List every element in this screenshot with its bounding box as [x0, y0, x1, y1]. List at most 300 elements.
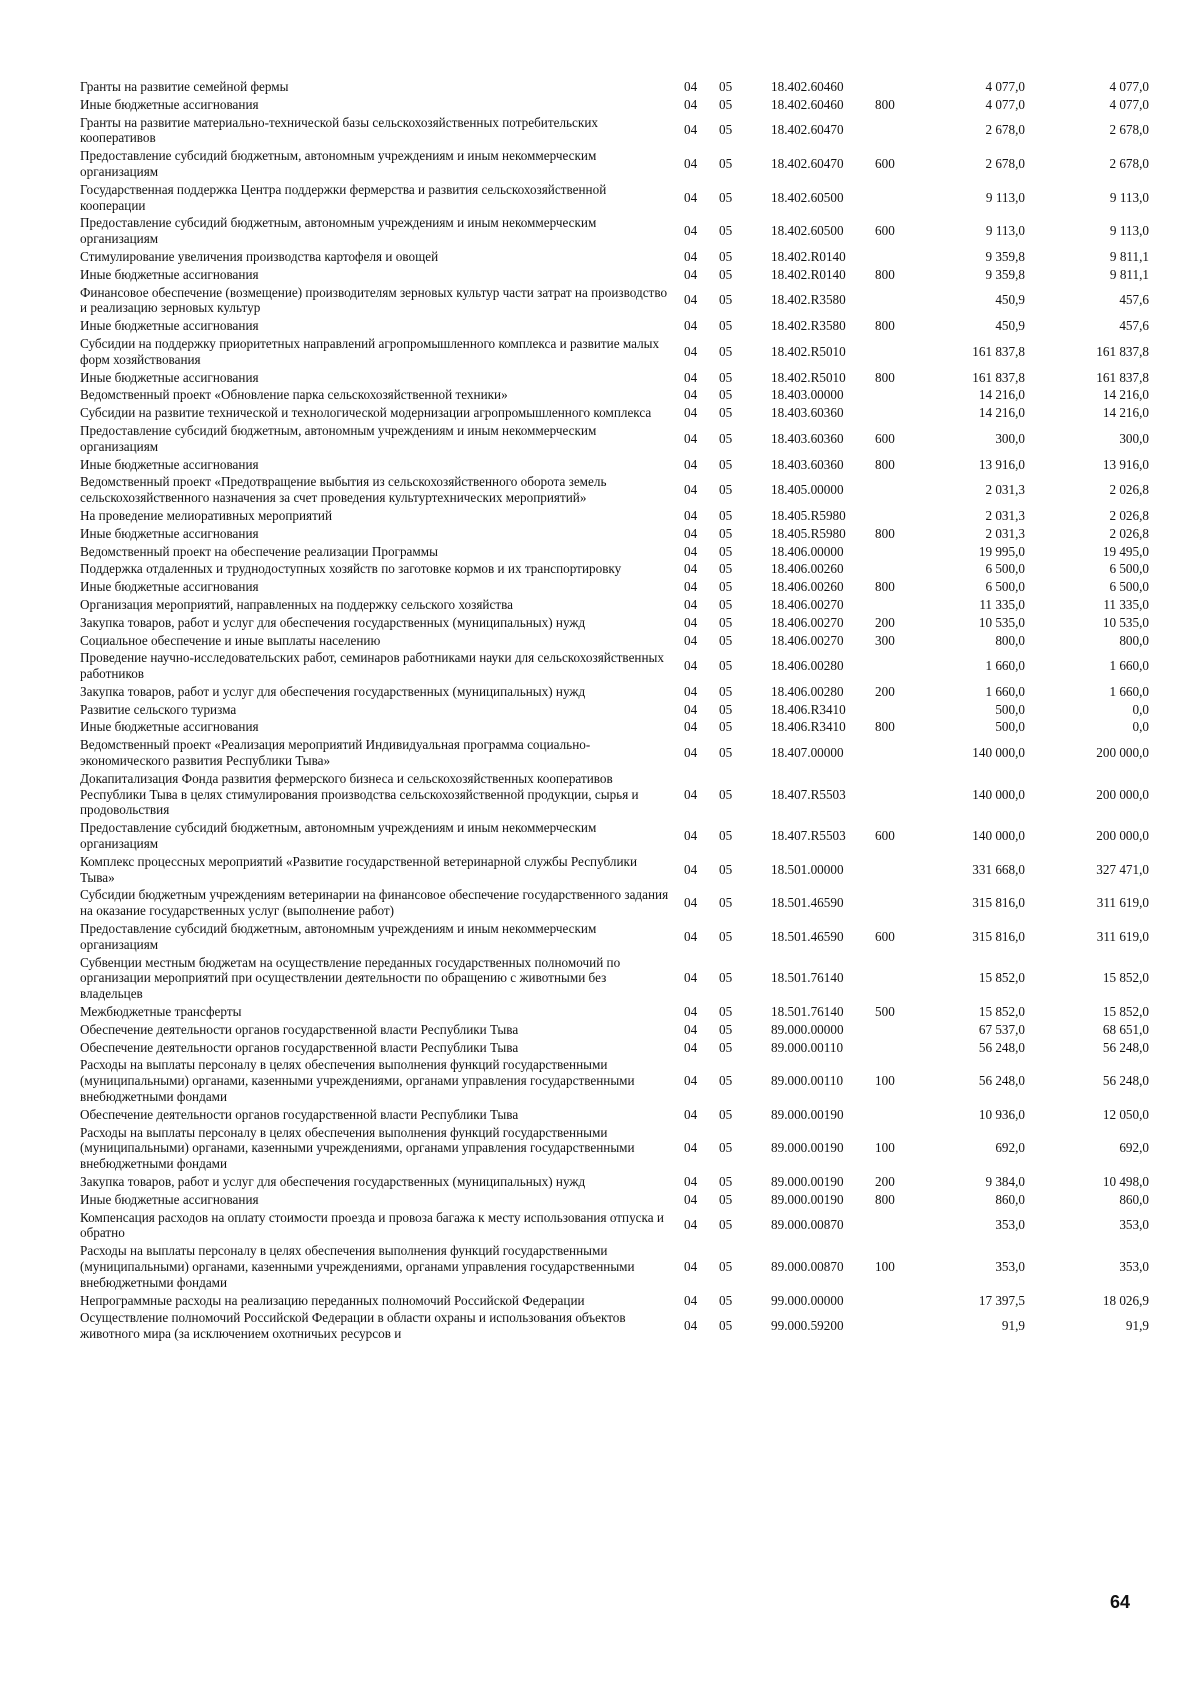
subsection-code-cell: 05	[719, 79, 733, 94]
section-code-cell: 04	[684, 561, 698, 577]
target-article-cell: 18.402.60470	[771, 122, 844, 138]
target-article-cell: 18.402.R3580	[771, 292, 846, 308]
subsection-code-cell: 05	[719, 387, 733, 403]
amount-year1-cell: 500,0	[995, 719, 1025, 735]
target-article-cell: 18.406.00270	[771, 632, 844, 648]
section-code-cell: 04	[684, 543, 698, 559]
row-name-cell: На проведение мелиоративных мероприятий	[80, 507, 333, 523]
target-article-cell: 99.000.59200	[771, 1318, 844, 1334]
amount-year1-cell: 56 248,0	[978, 1039, 1025, 1055]
section-code-cell: 04	[684, 525, 698, 541]
amount-year2-cell: 2 678,0	[1109, 156, 1149, 172]
target-article-cell: 18.402.60500	[771, 223, 844, 239]
row-name-cell: Субвенции местным бюджетам на осуществление переданных государственных полномочий по организации мероприятий при осуществлении деятельности по обращению с животными без владельцев	[80, 954, 621, 1002]
row-name-cell: Обеспечение деятельности органов государственной власти Республики Тыва	[80, 1039, 519, 1055]
subsection-code-cell: 05	[719, 928, 733, 944]
target-article-cell: 89.000.00870	[771, 1258, 844, 1274]
section-code-cell: 04	[684, 632, 698, 648]
expense-type-cell	[875, 386, 920, 404]
amount-year1-cell: 331 668,0	[972, 861, 1025, 877]
table-row	[80, 284, 1149, 318]
amount-year2-cell: 327 471,0	[1096, 861, 1149, 877]
expense-type-cell	[875, 543, 920, 561]
expense-type-cell: 200	[875, 683, 895, 699]
amount-year2-cell: 200 000,0	[1096, 828, 1149, 844]
target-article-cell: 18.405.R5980	[771, 507, 846, 523]
amount-year2-cell: 15 852,0	[1102, 970, 1149, 986]
amount-year1-cell: 10 535,0	[978, 614, 1025, 630]
target-article-cell: 18.402.R0140	[771, 266, 846, 282]
subsection-code-cell: 05	[719, 456, 733, 472]
subsection-code-cell: 05	[719, 561, 733, 577]
section-code-cell: 04	[684, 828, 698, 844]
row-name-cell: Проведение научно-исследовательских работ, семинаров работниками науки для сельскохозяйственных работников	[80, 650, 665, 682]
section-code-cell: 04	[684, 895, 698, 911]
section-code-cell: 04	[684, 387, 698, 403]
table-row	[80, 335, 1149, 369]
amount-year2-cell: 68 651,0	[1102, 1021, 1149, 1037]
expense-type-cell: 800	[875, 719, 895, 735]
subsection-code-cell: 05	[719, 266, 733, 282]
section-code-cell: 04	[684, 1191, 698, 1207]
amount-year2-cell: 11 335,0	[1103, 596, 1149, 612]
table-row	[80, 1021, 1149, 1039]
section-code-cell: 04	[684, 292, 698, 308]
table-row	[80, 1209, 1149, 1243]
amount-year2-cell: 161 837,8	[1096, 343, 1149, 359]
target-article-cell: 89.000.00110	[771, 1039, 844, 1055]
table-row	[80, 853, 1149, 887]
row-name-cell: Предоставление субсидий бюджетным, автономным учреждениям и иным некоммерческим организациям	[80, 215, 597, 247]
page-number: 64	[1110, 1592, 1131, 1612]
expense-type-cell: 600	[875, 430, 895, 446]
table-row	[80, 386, 1149, 404]
budget-document-page	[80, 78, 1149, 1343]
table-row	[80, 683, 1149, 701]
target-article-cell: 18.406.00000	[771, 543, 844, 559]
row-name-cell: Компенсация расходов на оплату стоимости проезда и провоза багажа к месту использования отпуска и обратно	[80, 1209, 664, 1241]
subsection-code-cell: 05	[719, 614, 733, 630]
row-name-cell: Расходы на выплаты персоналу в целях обеспечения выполнения функций государственными (муниципальными) органами, казенными учреждениями, органами управления государственными внебюджетными фондами	[80, 1243, 635, 1290]
amount-year2-cell: 800,0	[1119, 632, 1149, 648]
table-row	[80, 507, 1149, 525]
table-row	[80, 1003, 1149, 1021]
section-code-cell: 04	[684, 122, 698, 138]
expense-type-cell: 600	[875, 928, 895, 944]
amount-year1-cell: 161 837,8	[972, 343, 1025, 359]
subsection-code-cell: 05	[719, 482, 733, 498]
subsection-code-cell: 05	[719, 369, 733, 385]
amount-year2-cell: 1 660,0	[1109, 658, 1149, 674]
table-row	[80, 181, 1149, 215]
expense-type-cell	[875, 335, 920, 369]
expense-type-cell	[875, 181, 920, 215]
row-name-cell: Докапитализация Фонда развития фермерского бизнеса и сельскохозяйственных кооперативов Республики Тыва в целях стимулирования производства сельскохозяйственной продукции, сырья и продовольствия	[80, 770, 639, 818]
amount-year1-cell: 140 000,0	[972, 828, 1025, 844]
amount-year1-cell: 353,0	[995, 1217, 1025, 1233]
subsection-code-cell: 05	[719, 1217, 733, 1233]
expense-type-cell: 200	[875, 614, 895, 630]
subsection-code-cell: 05	[719, 828, 733, 844]
section-code-cell: 04	[684, 79, 698, 94]
amount-year1-cell: 4 077,0	[985, 96, 1025, 112]
section-code-cell: 04	[684, 1318, 698, 1334]
target-article-cell: 18.403.60360	[771, 405, 844, 421]
table-row	[80, 560, 1149, 578]
subsection-code-cell: 05	[719, 1258, 733, 1274]
row-name-cell: Субсидии бюджетным учреждениям ветеринарии на финансовое обеспечение государственного задания на оказание государственных услуг (выполнение работ)	[80, 887, 669, 919]
section-code-cell: 04	[684, 96, 698, 112]
subsection-code-cell: 05	[719, 96, 733, 112]
amount-year2-cell: 4 077,0	[1109, 79, 1149, 94]
table-row	[80, 701, 1149, 719]
amount-year1-cell: 67 537,0	[978, 1021, 1025, 1037]
amount-year1-cell: 17 397,5	[978, 1292, 1025, 1308]
amount-year2-cell: 10 498,0	[1102, 1174, 1149, 1189]
subsection-code-cell: 05	[719, 343, 733, 359]
table-row	[80, 954, 1149, 1003]
amount-year2-cell: 1 660,0	[1109, 683, 1149, 699]
target-article-cell: 18.406.R3410	[771, 719, 846, 735]
expense-type-cell	[875, 736, 920, 770]
table-row	[80, 1056, 1149, 1105]
table-row	[80, 78, 1149, 96]
amount-year1-cell: 500,0	[995, 701, 1025, 717]
row-name-cell: Иные бюджетные ассигнования	[80, 719, 259, 735]
expense-type-cell	[875, 404, 920, 422]
expense-type-cell	[875, 114, 920, 148]
table-row	[80, 1173, 1149, 1191]
amount-year1-cell: 9 384,0	[985, 1174, 1025, 1189]
expense-type-cell: 800	[875, 266, 895, 282]
amount-year1-cell: 2 031,3	[985, 507, 1025, 523]
amount-year2-cell: 9 811,1	[1109, 266, 1149, 282]
amount-year1-cell: 91,9	[1001, 1318, 1025, 1334]
row-name-cell: Комплекс процессных мероприятий «Развитие государственной ветеринарной службы Республики Тыва»	[80, 853, 638, 885]
amount-year2-cell: 9 113,0	[1109, 189, 1149, 205]
section-code-cell: 04	[684, 189, 698, 205]
table-row	[80, 473, 1149, 507]
amount-year1-cell: 56 248,0	[978, 1073, 1025, 1089]
amount-year2-cell: 860,0	[1119, 1191, 1149, 1207]
expense-type-cell	[875, 596, 920, 614]
row-name-cell: Закупка товаров, работ и услуг для обеспечения государственных (муниципальных) нужд	[80, 683, 586, 699]
amount-year2-cell: 56 248,0	[1102, 1039, 1149, 1055]
target-article-cell: 18.406.00280	[771, 658, 844, 674]
expense-type-cell	[875, 1021, 920, 1039]
table-row	[80, 736, 1149, 770]
table-row	[80, 214, 1149, 248]
section-code-cell: 04	[684, 1004, 698, 1020]
target-article-cell: 18.501.46590	[771, 928, 844, 944]
row-name-cell: Осуществление полномочий Российской Федерации в области охраны и использования объектов животного мира (за исключением охотничьих ресурсов и	[80, 1310, 626, 1342]
table-row	[80, 920, 1149, 954]
section-code-cell: 04	[684, 1073, 698, 1089]
section-code-cell: 04	[684, 456, 698, 472]
row-name-cell: Стимулирование увеличения производства картофеля и овощей	[80, 248, 439, 264]
amount-year1-cell: 9 113,0	[985, 189, 1025, 205]
section-code-cell: 04	[684, 786, 698, 802]
subsection-code-cell: 05	[719, 701, 733, 717]
target-article-cell: 18.406.00280	[771, 683, 844, 699]
subsection-code-cell: 05	[719, 430, 733, 446]
subsection-code-cell: 05	[719, 861, 733, 877]
subsection-code-cell: 05	[719, 248, 733, 264]
subsection-code-cell: 05	[719, 1073, 733, 1089]
target-article-cell: 89.000.00110	[771, 1073, 844, 1089]
subsection-code-cell: 05	[719, 507, 733, 523]
row-name-cell: Закупка товаров, работ и услуг для обеспечения государственных (муниципальных) нужд	[80, 614, 586, 630]
row-name-cell: Ведомственный проект «Обновление парка сельскохозяйственной техники»	[80, 387, 508, 403]
subsection-code-cell: 05	[719, 318, 733, 334]
section-code-cell: 04	[684, 1174, 698, 1189]
expense-type-cell: 800	[875, 579, 895, 595]
subsection-code-cell: 05	[719, 122, 733, 138]
section-code-cell: 04	[684, 1292, 698, 1308]
expense-type-cell: 800	[875, 525, 895, 541]
section-code-cell: 04	[684, 719, 698, 735]
table-row	[80, 1191, 1149, 1209]
amount-year1-cell: 9 359,8	[985, 248, 1025, 264]
section-code-cell: 04	[684, 1106, 698, 1122]
subsection-code-cell: 05	[719, 579, 733, 595]
expense-type-cell	[875, 560, 920, 578]
amount-year1-cell: 315 816,0	[972, 895, 1025, 911]
section-code-cell: 04	[684, 1021, 698, 1037]
row-name-cell: Иные бюджетные ассигнования	[80, 525, 259, 541]
target-article-cell: 18.406.00270	[771, 596, 844, 612]
amount-year2-cell: 14 216,0	[1102, 405, 1149, 421]
table-row	[80, 525, 1149, 543]
row-name-cell: Государственная поддержка Центра поддержки фермерства и развития сельскохозяйственной кооперации	[80, 181, 607, 213]
section-code-cell: 04	[684, 1039, 698, 1055]
expense-type-cell	[875, 284, 920, 318]
expense-type-cell	[875, 1106, 920, 1124]
target-article-cell: 89.000.00190	[771, 1106, 844, 1122]
amount-year2-cell: 0,0	[1132, 719, 1149, 735]
table-row	[80, 404, 1149, 422]
subsection-code-cell: 05	[719, 1191, 733, 1207]
amount-year2-cell: 353,0	[1119, 1217, 1149, 1233]
table-row	[80, 649, 1149, 683]
section-code-cell: 04	[684, 596, 698, 612]
table-row	[80, 543, 1149, 561]
section-code-cell: 04	[684, 223, 698, 239]
target-article-cell: 18.407.R5503	[771, 828, 846, 844]
subsection-code-cell: 05	[719, 683, 733, 699]
amount-year1-cell: 2 678,0	[985, 156, 1025, 172]
row-name-cell: Непрограммные расходы на реализацию переданных полномочий Российской Федерации	[80, 1292, 585, 1308]
subsection-code-cell: 05	[719, 786, 733, 802]
amount-year1-cell: 692,0	[995, 1140, 1025, 1156]
expense-type-cell	[875, 701, 920, 719]
target-article-cell: 18.501.46590	[771, 895, 844, 911]
section-code-cell: 04	[684, 658, 698, 674]
target-article-cell: 18.406.R3410	[771, 701, 846, 717]
amount-year2-cell: 2 026,8	[1109, 525, 1149, 541]
subsection-code-cell: 05	[719, 1292, 733, 1308]
target-article-cell: 18.407.00000	[771, 745, 844, 761]
section-code-cell: 04	[684, 614, 698, 630]
amount-year1-cell: 860,0	[995, 1191, 1025, 1207]
subsection-code-cell: 05	[719, 658, 733, 674]
expense-type-cell: 100	[875, 1073, 895, 1089]
amount-year2-cell: 14 216,0	[1102, 387, 1149, 403]
expense-type-cell	[875, 248, 920, 266]
section-code-cell: 04	[684, 579, 698, 595]
target-article-cell: 18.402.60460	[771, 79, 844, 94]
row-name-cell: Иные бюджетные ассигнования	[80, 96, 259, 112]
subsection-code-cell: 05	[719, 745, 733, 761]
row-name-cell: Субсидии на развитие технической и технологической модернизации агропромышленного комплекса	[80, 405, 652, 421]
amount-year2-cell: 457,6	[1119, 318, 1149, 334]
amount-year2-cell: 9 811,1	[1109, 248, 1149, 264]
table-row	[80, 1242, 1149, 1291]
row-name-cell: Обеспечение деятельности органов государственной власти Республики Тыва	[80, 1021, 519, 1037]
expense-type-cell: 200	[875, 1174, 895, 1189]
target-article-cell: 18.405.R5980	[771, 525, 846, 541]
expense-type-cell	[875, 649, 920, 683]
subsection-code-cell: 05	[719, 1004, 733, 1020]
subsection-code-cell: 05	[719, 1140, 733, 1156]
target-article-cell: 18.406.00260	[771, 561, 844, 577]
amount-year1-cell: 2 678,0	[985, 122, 1025, 138]
section-code-cell: 04	[684, 482, 698, 498]
amount-year2-cell: 6 500,0	[1109, 561, 1149, 577]
amount-year1-cell: 2 031,3	[985, 525, 1025, 541]
expense-type-cell	[875, 1292, 920, 1310]
row-name-cell: Социальное обеспечение и иные выплаты населению	[80, 632, 381, 648]
amount-year1-cell: 2 031,3	[985, 482, 1025, 498]
target-article-cell: 99.000.00000	[771, 1292, 844, 1308]
amount-year2-cell: 6 500,0	[1109, 579, 1149, 595]
table-row	[80, 770, 1149, 819]
target-article-cell: 18.407.R5503	[771, 786, 846, 802]
amount-year2-cell: 311 619,0	[1096, 928, 1149, 944]
expense-type-cell	[875, 853, 920, 887]
section-code-cell: 04	[684, 745, 698, 761]
row-name-cell: Расходы на выплаты персоналу в целях обеспечения выполнения функций государственными (муниципальными) органами, казенными учреждениями, органами управления государственными внебюджетными фондами	[80, 1124, 635, 1172]
table-row	[80, 1124, 1149, 1173]
table-row	[80, 317, 1149, 335]
section-code-cell: 04	[684, 701, 698, 717]
amount-year1-cell: 9 113,0	[985, 223, 1025, 239]
section-code-cell: 04	[684, 318, 698, 334]
expense-type-cell	[875, 770, 920, 819]
amount-year1-cell: 300,0	[995, 430, 1025, 446]
expense-type-cell: 800	[875, 456, 895, 472]
section-code-cell: 04	[684, 156, 698, 172]
subsection-code-cell: 05	[719, 525, 733, 541]
amount-year2-cell: 0,0	[1132, 701, 1149, 717]
table-row	[80, 819, 1149, 853]
target-article-cell: 18.402.60460	[771, 96, 844, 112]
subsection-code-cell: 05	[719, 543, 733, 559]
subsection-code-cell: 05	[719, 1021, 733, 1037]
row-name-cell: Иные бюджетные ассигнования	[80, 318, 259, 334]
expense-type-cell	[875, 954, 920, 1003]
row-name-cell: Иные бюджетные ассигнования	[80, 456, 259, 472]
amount-year1-cell: 315 816,0	[972, 928, 1025, 944]
target-article-cell: 89.000.00190	[771, 1174, 844, 1189]
amount-year1-cell: 1 660,0	[985, 683, 1025, 699]
subsection-code-cell: 05	[719, 1039, 733, 1055]
target-article-cell: 89.000.00190	[771, 1191, 844, 1207]
row-name-cell: Иные бюджетные ассигнования	[80, 579, 259, 595]
subsection-code-cell: 05	[719, 719, 733, 735]
amount-year2-cell: 200 000,0	[1096, 786, 1149, 802]
row-name-cell: Ведомственный проект на обеспечение реализации Программы	[80, 543, 438, 559]
target-article-cell: 18.406.00260	[771, 579, 844, 595]
expense-type-cell	[875, 473, 920, 507]
amount-year1-cell: 161 837,8	[972, 369, 1025, 385]
section-code-cell: 04	[684, 1217, 698, 1233]
amount-year2-cell: 200 000,0	[1096, 745, 1149, 761]
amount-year1-cell: 19 995,0	[978, 543, 1025, 559]
section-code-cell: 04	[684, 266, 698, 282]
amount-year2-cell: 9 113,0	[1109, 223, 1149, 239]
subsection-code-cell: 05	[719, 405, 733, 421]
table-row	[80, 1039, 1149, 1057]
target-article-cell: 18.406.00270	[771, 614, 844, 630]
amount-year1-cell: 14 216,0	[978, 405, 1025, 421]
target-article-cell: 18.402.R5010	[771, 369, 846, 385]
amount-year2-cell: 161 837,8	[1096, 369, 1149, 385]
row-name-cell: Поддержка отдаленных и труднодоступных хозяйств по заготовке кормов и их транспортировку	[80, 561, 622, 577]
target-article-cell: 18.403.60360	[771, 430, 844, 446]
table-row	[80, 422, 1149, 456]
table-row	[80, 886, 1149, 920]
row-name-cell: Иные бюджетные ассигнования	[80, 369, 259, 385]
subsection-code-cell: 05	[719, 292, 733, 308]
table-row	[80, 614, 1149, 632]
table-row	[80, 266, 1149, 284]
target-article-cell: 18.402.R3580	[771, 318, 846, 334]
target-article-cell: 18.402.60500	[771, 189, 844, 205]
amount-year1-cell: 800,0	[995, 632, 1025, 648]
table-row	[80, 456, 1149, 474]
expense-type-cell: 800	[875, 369, 895, 385]
amount-year1-cell: 140 000,0	[972, 786, 1025, 802]
target-article-cell: 89.000.00000	[771, 1021, 844, 1037]
expense-type-cell	[875, 1209, 920, 1243]
amount-year2-cell: 18 026,9	[1102, 1292, 1149, 1308]
section-code-cell: 04	[684, 507, 698, 523]
table-row	[80, 1106, 1149, 1124]
expense-type-cell: 600	[875, 156, 895, 172]
amount-year2-cell: 457,6	[1119, 292, 1149, 308]
amount-year1-cell: 15 852,0	[978, 1004, 1025, 1020]
amount-year2-cell: 300,0	[1119, 430, 1149, 446]
table-row	[80, 596, 1149, 614]
section-code-cell: 04	[684, 861, 698, 877]
subsection-code-cell: 05	[719, 1106, 733, 1122]
subsection-code-cell: 05	[719, 1318, 733, 1334]
row-name-cell: Предоставление субсидий бюджетным, автономным учреждениям и иным некоммерческим организациям	[80, 148, 597, 179]
section-code-cell: 04	[684, 970, 698, 986]
budget-table-body	[80, 78, 1149, 1343]
expense-type-cell: 300	[875, 632, 895, 648]
row-name-cell: Субсидии на поддержку приоритетных направлений агропромышленного комплекса и развитие малых форм хозяйствования	[80, 335, 660, 367]
section-code-cell: 04	[684, 405, 698, 421]
amount-year2-cell: 19 495,0	[1102, 543, 1149, 559]
row-name-cell: Расходы на выплаты персоналу в целях обеспечения выполнения функций государственными (муниципальными) органами, казенными учреждениями, органами управления государственными внебюджетными фондами	[80, 1057, 635, 1105]
section-code-cell: 04	[684, 1258, 698, 1274]
row-name-cell: Ведомственный проект «Предотвращение выбытия из сельскохозяйственного оборота земель сельскохозяйственного назначения за счет проведения культуртехнических мероприятий»	[80, 474, 607, 506]
amount-year2-cell: 692,0	[1119, 1140, 1149, 1156]
table-row	[80, 718, 1149, 736]
amount-year1-cell: 13 916,0	[978, 456, 1025, 472]
